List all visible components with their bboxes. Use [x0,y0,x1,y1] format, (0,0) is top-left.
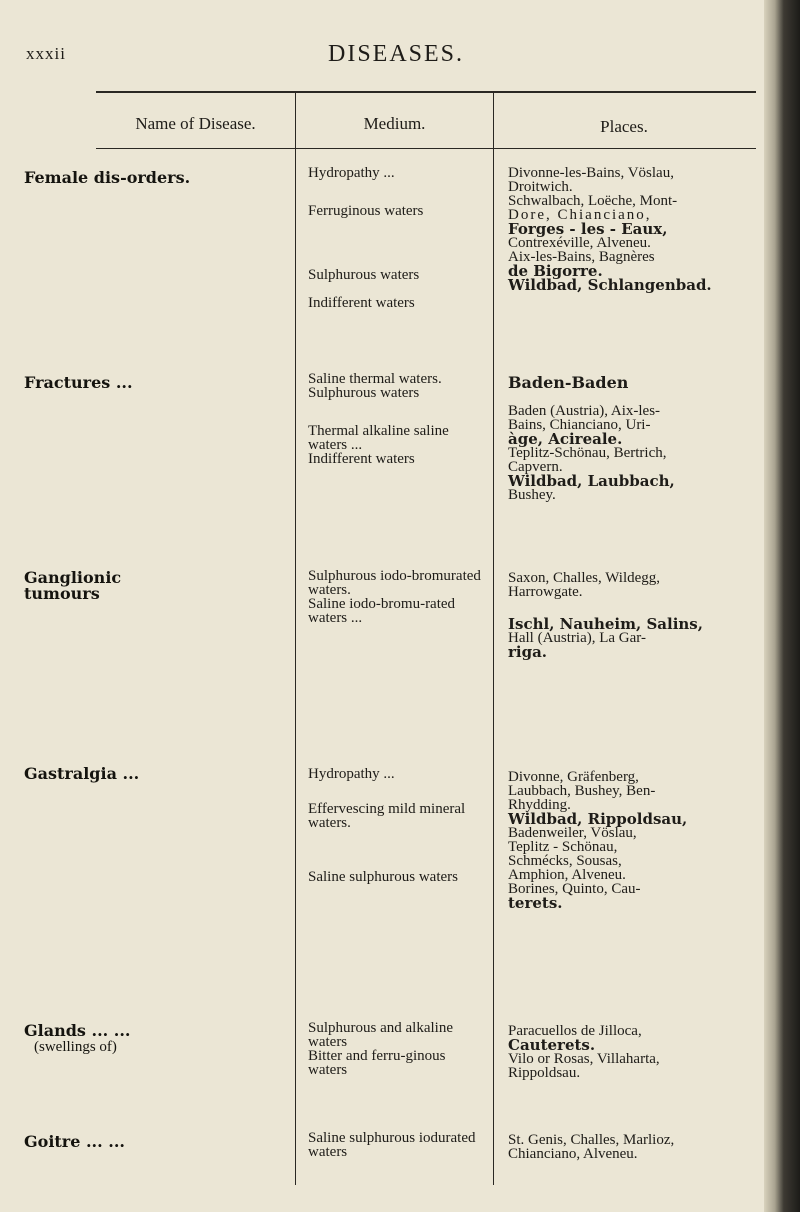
medium-item: Sulphurous waters [308,267,420,283]
medium-item: Sulphurous waters [308,385,420,401]
header-places: Places. [600,117,648,136]
medium-item: Hydropathy ... [308,766,395,782]
column-divider-2 [493,93,494,1185]
header-bottom-rule [96,148,756,149]
disease-name: Female dis-orders. [24,168,191,187]
header-medium: Medium. [363,114,426,133]
medium-item: Sulphurous and alkaline waters [308,1020,453,1050]
places-line: Contrexéville, Alveneu. [508,235,651,251]
places-line: Rhydding. [508,797,571,813]
places-line: Paracuellos de Jilloca, [508,1023,642,1039]
page-number: xxxii [26,44,66,63]
medium-item: Indifferent waters [308,451,415,467]
places-line: riga. [508,643,548,661]
places-list [508,373,762,503]
places-line: Dore, Chianciano, [508,207,652,223]
medium-list [308,1021,483,1077]
places-line: Bains, Chianciano, Uri- [508,417,651,433]
disease-name: Gastralgia ... [24,764,140,783]
places-line: Bushey. [508,487,556,503]
places-line: Schwalbach, Loëche, Mont- [508,193,678,209]
disease-name: Fractures ... [24,373,133,392]
places-line: Teplitz - Schönau, [508,839,618,855]
medium-item: Hydropathy ... [308,165,395,181]
places-line: Saxon, Challes, Wildegg, [508,570,661,586]
places-line: àge, Acireale. [508,430,623,448]
places-line: Chianciano, Alveneu. [508,1146,638,1162]
disease-name [24,1023,286,1055]
places-line: Ischl, Nauheim, Salins, [508,615,703,633]
places-line: Borines, Quinto, Cau- [508,881,641,897]
places-line: Hall (Austria), La Gar- [508,630,646,646]
medium-list [308,569,483,625]
disease-subtitle: (swellings of) [34,1039,117,1055]
medium-list [308,1131,483,1159]
medium-item: Indifferent waters [308,295,415,311]
header-disease: Name of Disease. [135,114,256,133]
book-edge-shadow [764,0,800,1212]
places-line: Wildbad, Schlangenbad. [508,276,712,294]
places-line: Amphion, Alveneu. [508,867,626,883]
places-list [508,1133,762,1161]
places-line: Vilo or Rosas, Villaharta, [508,1051,660,1067]
page-title: DISEASES. [328,41,465,67]
places-line: Laubbach, Bushey, Ben- [508,783,656,799]
places-line: Wildbad, Laubbach, [508,472,675,490]
places-line: Wildbad, Rippoldsau, [508,810,688,828]
medium-item: Saline sulphurous iodurated waters [308,1130,476,1160]
medium-item: Bitter and ferru-ginous waters [308,1048,446,1078]
places-line: Aix-les-Bains, Bagnères [508,249,655,265]
disease-name: Ganglionic tumours [24,568,122,603]
medium-list [308,767,483,884]
medium-item: Saline thermal waters. [308,371,442,387]
places-line: terets. [508,894,563,912]
places-line: de Bigorre. [508,262,603,280]
medium-item: Effervescing mild mineral waters. [308,801,466,831]
medium-item: Saline sulphurous waters [308,869,458,885]
places-line: Capvern. [508,459,563,475]
places-list [508,166,762,292]
places-list [508,770,762,910]
places-line: Divonne, Gräfenberg, [508,769,639,785]
medium-item: Ferruginous waters [308,203,424,219]
places-line: Teplitz-Schönau, Bertrich, [508,445,667,461]
places-list [508,571,762,659]
places-line: Divonne-les-Bains, Vöslau, [508,165,674,181]
medium-list [308,166,492,310]
column-divider-1 [295,93,296,1185]
medium-item: Sulphurous iodo-bromurated waters. [308,568,481,598]
places-line: Cauterets. [508,1036,596,1054]
medium-item: Saline iodo-bromu-rated waters ... [308,596,456,626]
places-line: Rippoldsau. [508,1065,581,1081]
places-line: St. Genis, Challes, Marlioz, [508,1132,675,1148]
places-line: Schmécks, Sousas, [508,853,622,869]
places-line: Droitwich. [508,179,573,195]
places-line: Baden (Austria), Aix-les- [508,403,661,419]
places-line: Forges - les - Eaux, [508,220,668,238]
disease-name: Goitre ... ... [24,1132,125,1151]
table-top-rule [96,91,756,93]
medium-item: Thermal alkaline saline waters ... [308,423,449,453]
places-line: Badenweiler, Vöslau, [508,825,637,841]
places-line: Harrowgate. [508,584,583,600]
medium-list [308,372,483,466]
disease-title: Glands ... ... [24,1021,131,1040]
places-line: Baden-Baden [508,373,629,392]
places-list [508,1024,762,1080]
